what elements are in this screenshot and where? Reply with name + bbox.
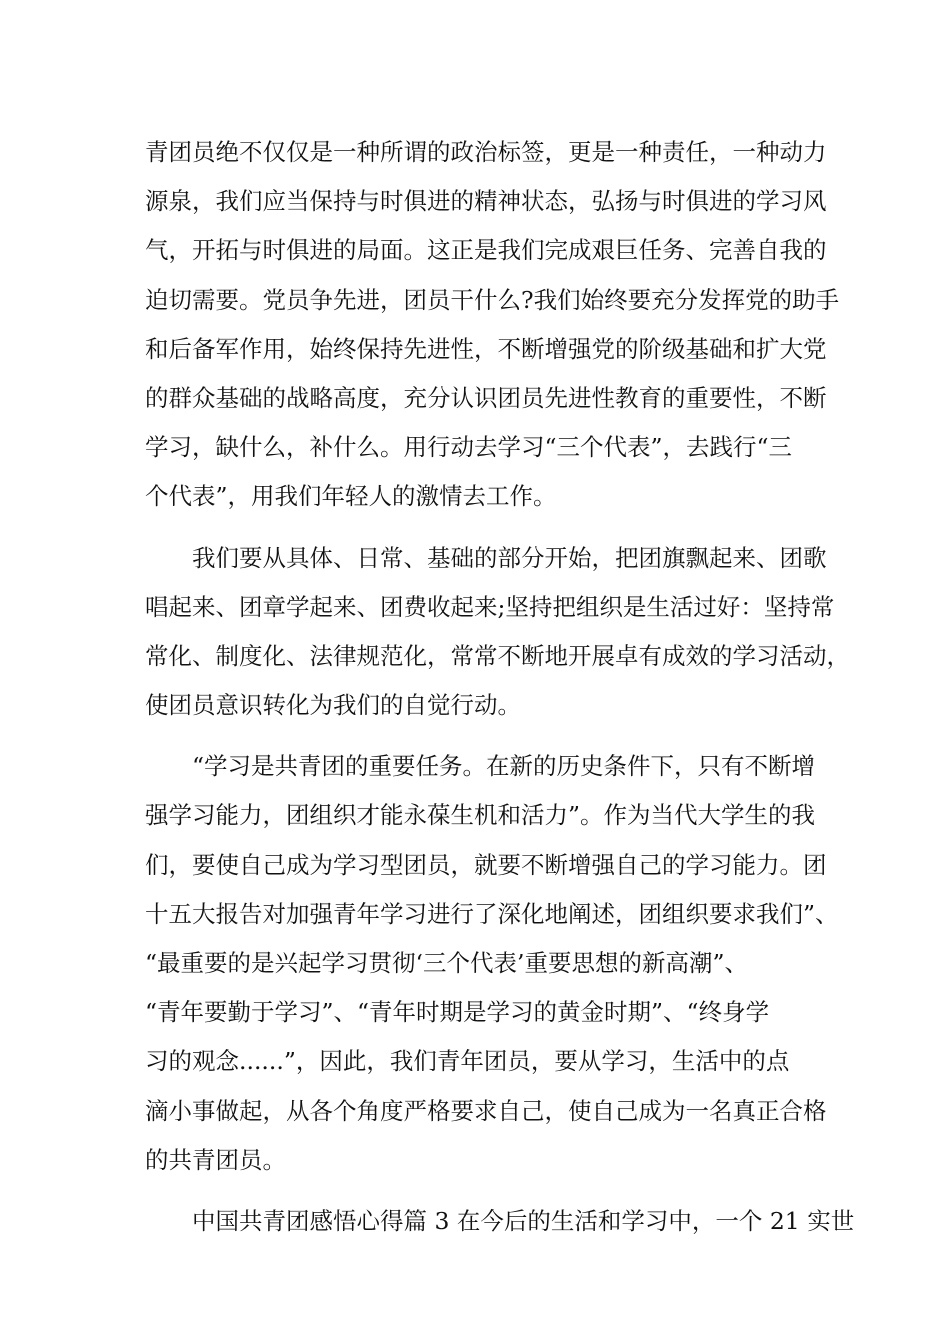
text-line: 唱起来、团章学起来、团费收起来;坚持把组织是生活过好：坚持常: [145, 592, 835, 621]
text-line: 源泉，我们应当保持与时俱进的精神状态，弘扬与时俱进的学习风: [145, 187, 827, 216]
paragraph-4: [145, 1197, 855, 1246]
text-line: 强学习能力，团组织才能永葆生机和活力”。作为当代大学生的我: [145, 801, 816, 830]
text-line: 习的观念......”，因此，我们青年团员，要从学习，生活中的点: [145, 1047, 790, 1076]
text-line: 青团员绝不仅仅是一种所谓的政治标签，更是一种责任，一种动力: [145, 138, 827, 166]
text-line: 气，开拓与时俱进的局面。这正是我们完成艰巨任务、完善自我的: [145, 236, 827, 265]
text-line: 的群众基础的战略高度，充分认识团员先进性教育的重要性，不断: [145, 383, 827, 412]
text-line: 个代表”，用我们年轻人的激情去工作。: [145, 482, 557, 511]
paragraph-1: [145, 128, 840, 522]
text-line: 和后备军作用，始终保持先进性，不断增强党的阶级基础和扩大党: [145, 334, 827, 363]
text-line: 们，要使自己成为学习型团员，就要不断增强自己的学习能力。团: [145, 850, 827, 879]
paragraph-gap: [145, 522, 825, 534]
text-line: “最重要的是兴起学习贯彻‘三个代表’重要思想的新高潮”、: [145, 949, 748, 977]
paragraph-2: [145, 534, 850, 731]
text-line: 中国共青团感悟心得篇 3 在今后的生活和学习中，一个 21 实世: [145, 1206, 855, 1235]
paragraph-gap: [145, 1185, 825, 1197]
document-body: [145, 128, 855, 1246]
text-line: 十五大报告对加强青年学习进行了深化地阐述，团组织要求我们”、: [145, 899, 839, 928]
text-line: 我们要从具体、日常、基础的部分开始，把团旗飘起来、团歌: [145, 543, 827, 572]
text-line: “学习是共青团的重要任务。在新的历史条件下，只有不断增: [145, 752, 816, 781]
text-line: 的共青团员。: [145, 1145, 286, 1174]
text-line: 使团员意识转化为我们的自觉行动。: [145, 691, 521, 720]
text-line: “青年要勤于学习”、“青年时期是学习的黄金时期”、“终身学: [145, 998, 770, 1027]
paragraph-3: [145, 742, 839, 1185]
paragraph-gap: [145, 730, 825, 742]
text-line: 迫切需要。党员争先进，团员干什么?我们始终要充分发挥党的助手: [145, 285, 840, 314]
text-line: 学习，缺什么，补什么。用行动去学习“三个代表”，去践行“三: [145, 433, 793, 462]
text-line: 滴小事做起，从各个角度严格要求自己，使自己成为一名真正合格: [145, 1096, 827, 1125]
text-line: 常化、制度化、法律规范化，常常不断地开展卓有成效的学习活动，: [145, 641, 850, 670]
